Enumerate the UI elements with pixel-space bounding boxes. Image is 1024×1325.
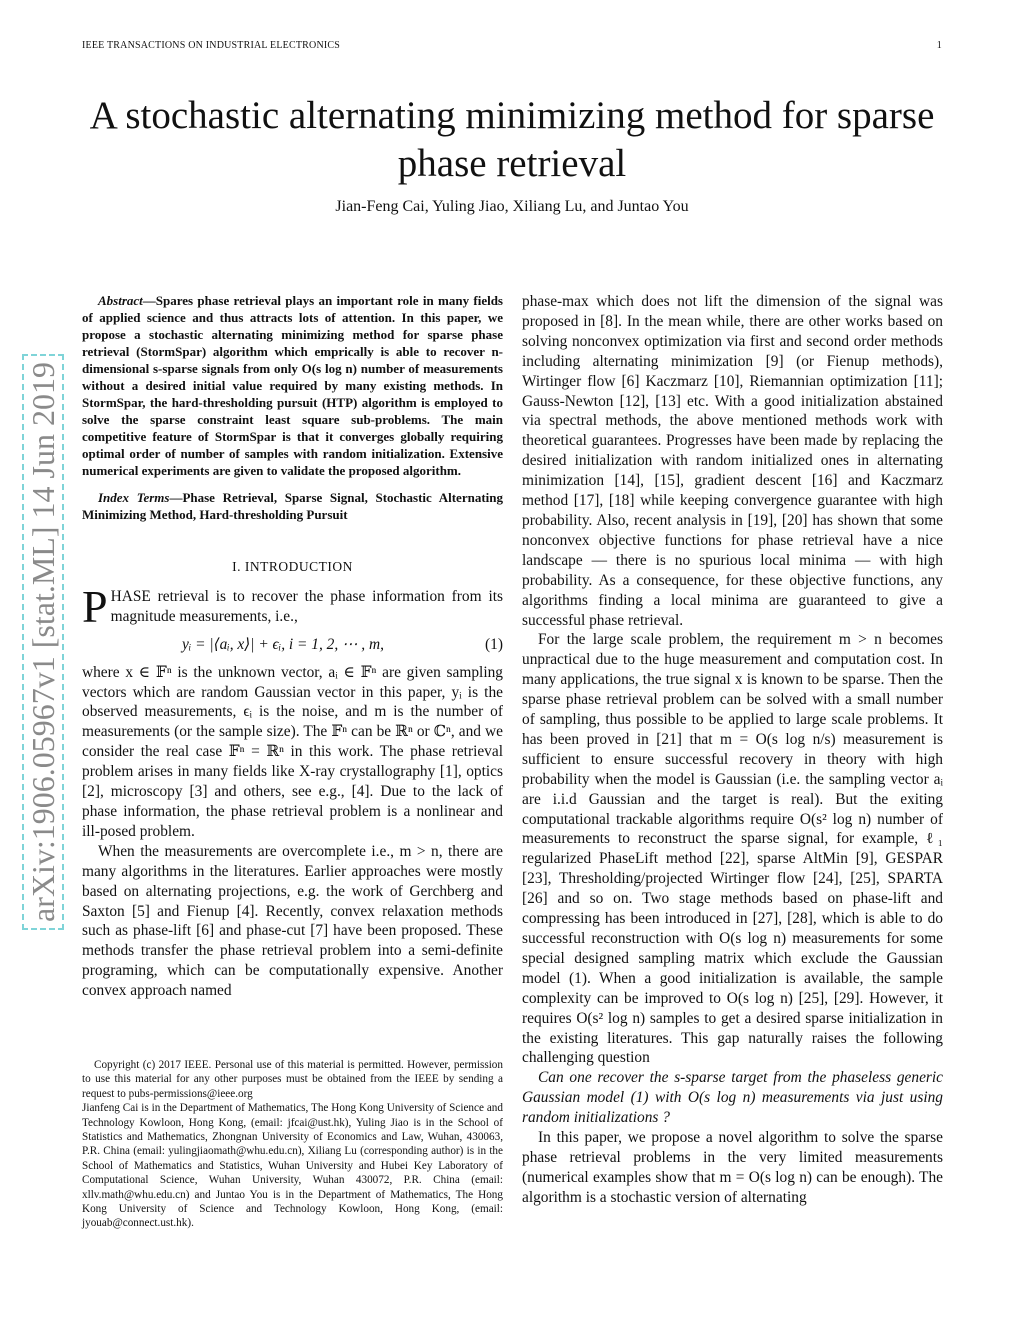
intro-text: HASE retrieval is to recover the phase information from its magnitude measurements, i.e., xyxy=(110,587,503,625)
running-header xyxy=(82,40,942,58)
index-terms xyxy=(82,489,503,523)
research-question: Can one recover the s-sparse target from the phaseless generic Gaussian model (1) with O(s log n) measurements via just using random initializations ? xyxy=(522,1069,943,1127)
abstract-text: —Spares phase retrieval plays an important role in many fields of applied science and thus attracts lots of attention. In this paper, we propose a stochastic alternating minimizing method for sparse phase retrieval (StormSpar) algorithm which emprically is able to recover n-dimensional s-sparse signals from only O(s log n) number of measurements without a desired initial value required by many existing methods. In StormSpar, the hard-thresholding pursuit (HTP) algorithm is employed to solve the sparse constraint least square sub-problems. The main competitive feature of StormSpar is that it converges globally requiring optimal order of number of samples with random initialization. Extensive numerical experiments are given to validate the proposed algorithm. xyxy=(82,293,503,478)
drop-cap: P xyxy=(82,580,108,632)
paragraph-large-scale: For the large scale problem, the requirement m > n becomes unpractical due to the huge measurement and computation cost. In many applications, the true signal x is known to be sparse. Then the sparse phase retrieval problem can be solved with a small number of sampling, thus possible to be applied to large scale problems. It has been proved in [21] that m = O(s log n/s) measurement is sufficient to ensure successful recovery in theory with high probability when the model is Gaussian (i.e. the sampling vector aᵢ are i.i.d Gaussian and the target is real). But the exiting computational trackable algorithms require O(s² log n) number of measurements to reconstruct the sparse signal, for example, ℓ₁ regularized PhaseLift method [22], sparse AltMin [9], GESPAR [23], Thresholding/projected Wirtinger flow [24], [25], SPARTA [26] and so on. Two stage methods based on phase-lift and compressing has been introduced in [27], [28], which is able to do successful reconstruction with O(s log n) measurements for some special designed sampling matrix which exclude the Gaussian model (1). When a good initialization is available, the sample complexity can be improved to O(s log n) [25], [29]. However, it requires O(s² log n) samples to get a desired sparse initialization in the existing literatures. This gap naturally raises the following challenging question xyxy=(522,631,943,1067)
index-terms-label: Index Terms xyxy=(98,490,170,505)
abstract-label: Abstract xyxy=(98,293,143,308)
paper-title: A stochastic alternating minimizing method for sparse phase retrieval xyxy=(89,94,935,185)
journal-name: IEEE TRANSACTIONS ON INDUSTRIAL ELECTRONICS xyxy=(82,40,341,51)
equation-body: yᵢ = |⟨aᵢ, x⟩| + ϵᵢ, i = 1, 2, ⋯ , m, xyxy=(182,635,384,653)
author-affiliations: Jianfeng Cai is in the Department of Mathematics, The Hong Kong University of Science and Technology Kowloon, Hong Kong, (email: jfcai@ust.hk), Yuling Jiao is in the School of Statistics and Mathematics, Zhongnan University of Economics and Law, Wuhan, 430063, P.R. China (email: yulingjiaomath@whu.edu.cn), Xiliang Lu (corresponding author) is in the School of Mathematics and Statistics, Wuhan University and Hubei Key Laboratory of Computational Science, Wuhan University, Wuhan 430072, P.R. China (email: xllv.math@whu.edu.cn) and Juntao You is in the Department of Mathematics, The Hong Kong University of Science and Technology Kowloon, Hong Kong, (email: jyouab@connect.ust.hk). xyxy=(82,1102,503,1230)
left-column xyxy=(82,292,503,1001)
index-terms-text: —Phase Retrieval, Sparse Signal, Stochastic Alternating Minimizing Method, Hard-thresholding Pursuit xyxy=(82,490,503,522)
footnote xyxy=(82,1058,503,1231)
equation-1 xyxy=(82,635,503,655)
paragraph-contribution: In this paper, we propose a novel algorithm to solve the sparse phase retrieval problems in the very limited measurements (numerical examples show that m = O(s log n) can be enough). The algorithm is a stochastic version of alternating xyxy=(522,1129,943,1206)
abstract xyxy=(82,292,503,479)
paragraph-overcomplete: When the measurements are overcomplete i.e., m > n, there are many algorithms in the literatures. Earlier approaches were mostly based on alternating projections, e.g. the work of Gerchberg and Saxton [5] and Fienup [4]. Recently, convex relaxation methods such as phase-lift [6] and phase-cut [7] have been proposed. These methods transfer the phase retrieval problem into a semi-definite programing, which can be computationally expensive. Another convex approach named xyxy=(82,842,503,1000)
section-heading-introduction: I. INTRODUCTION xyxy=(232,559,353,574)
page-number: 1 xyxy=(936,40,942,51)
author-list: Jian-Feng Cai, Yuling Jiao, Xiliang Lu, and Juntao You xyxy=(335,198,689,215)
arxiv-identifier-watermark: arXiv:1906.05967v1 [stat.ML] 14 Jun 2019 xyxy=(22,354,64,930)
intro-paragraph xyxy=(82,580,503,632)
copyright-notice: Copyright (c) 2017 IEEE. Personal use of this material is permitted. However, permission to use this material for any other purposes must be obtained from the IEEE by sending a request to pubs-permissions@ieee.org xyxy=(82,1059,503,1100)
right-column xyxy=(522,292,943,1208)
paragraph-nonconvex: phase-max which does not lift the dimension of the signal was proposed in [8]. In the mean while, there are other works based on solving nonconvex optimization via first and second order methods including alternating minimization [9] (or Fienup methods), Wirtinger flow [6] Kaczmarz [10], Riemannian optimization [11]; Gauss-Newton [12], [13] etc. With a good initialization abstained via spectral methods, the above mentioned methods work with theoretical guarantees. Progresses have been made by replacing the desired initialization with random initialized ones in alternating minimization [14], [15], gradient descent [16] and Kaczmarz method [17], [18] while keeping convergence guarantee with high probability. Also, recent analysis in [19], [20] has shown that some nonconvex objective functions for phase retrieval have a nice landscape — there is no spurious local minima — with high probability. As a consequence, for these objective functions, any algorithms finding a local minima are guaranteed to give a successful phase retrieval. xyxy=(522,293,943,629)
paragraph-definitions: where x ∈ 𝔽ⁿ is the unknown vector, aᵢ ∈ 𝔽ⁿ are given sampling vectors which are random Gaussian vector in this paper, yᵢ is the observed measurements, ϵᵢ is the noise, and m is the number of measurements (or the sample size). The 𝔽ⁿ can be ℝⁿ or ℂⁿ, and we consider the real case 𝔽ⁿ = ℝⁿ in this work. The phase retrieval problem arises in many fields like X-ray crystallography [1], optics [2], microscopy [3] and others, see e.g., [4]. Due to the lack of phase information, the phase retrieval problem is a nonlinear and ill-posed problem. xyxy=(82,663,503,840)
equation-number: (1) xyxy=(485,635,503,653)
